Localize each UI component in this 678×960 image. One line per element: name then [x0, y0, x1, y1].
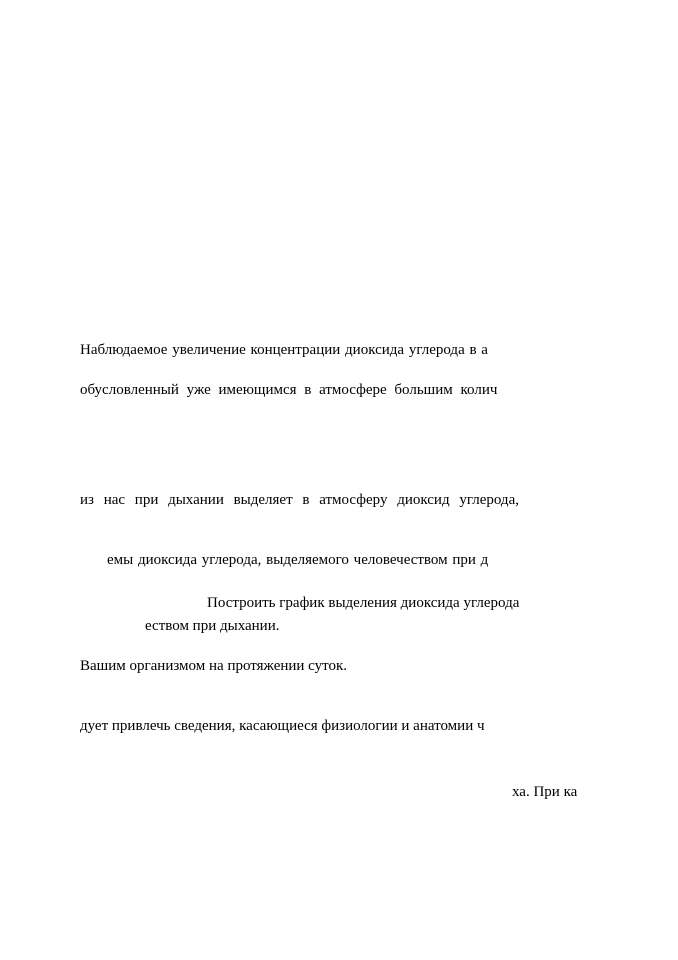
text-line-6: еством при дыхании.: [145, 618, 280, 634]
text-line-4: емы диоксида углерода, выделяемого человечеством при д: [107, 552, 489, 568]
text-line-1: Наблюдаемое увеличение концентрации диоксида углерода в а: [80, 342, 488, 358]
task-line: Построить график выделения диоксида углерода: [207, 595, 520, 611]
text-line-8: дует привлечь сведения, касающиеся физиологии и анатомии ч: [80, 718, 485, 734]
text-line-3: из нас при дыхании выделяет в атмосферу диоксид углерода,: [80, 492, 519, 508]
text-line-9: ха. При ка: [512, 784, 578, 800]
text-line-2: обусловленный уже имеющимся в атмосфере большим колич: [80, 382, 498, 398]
text-line-7: Вашим организмом на протяжении суток.: [80, 658, 348, 674]
